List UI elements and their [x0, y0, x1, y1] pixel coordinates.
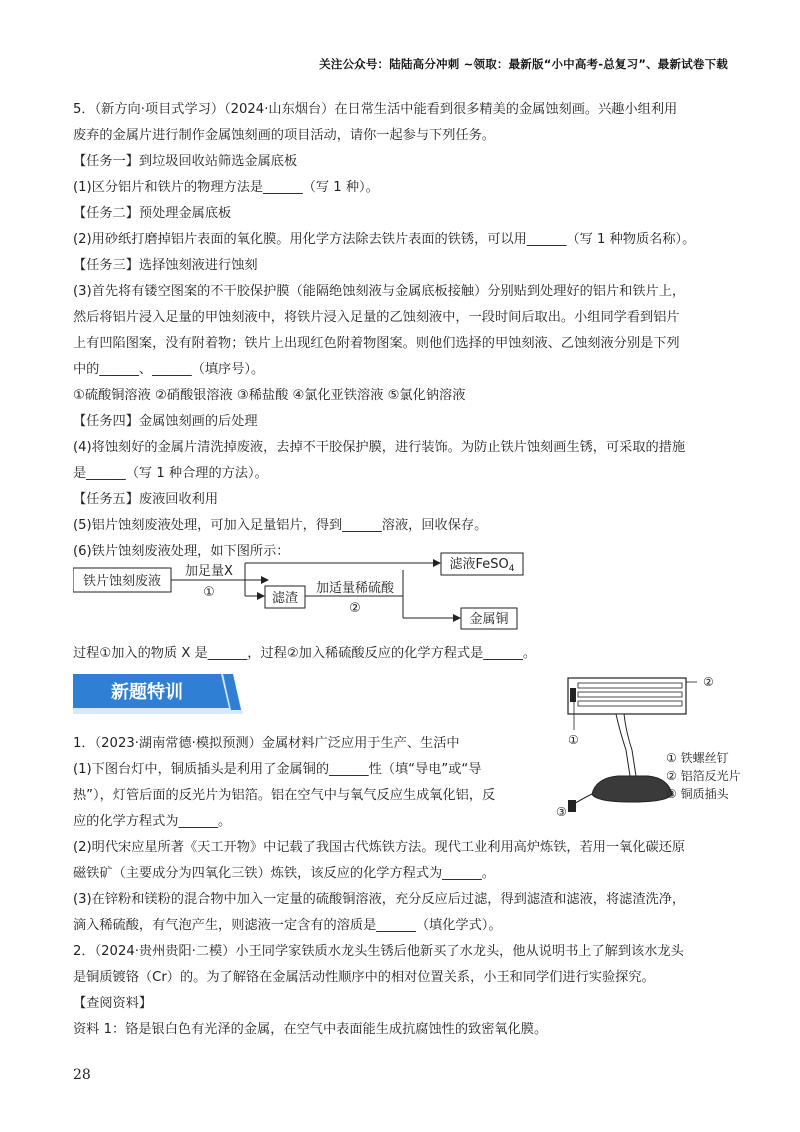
- copper-label: 金属铜: [469, 612, 509, 627]
- legend-screw: ① 铁螺丝钉: [666, 751, 729, 765]
- copper-arrow-head: [453, 614, 461, 622]
- filtrate-arrow-head: [433, 559, 441, 567]
- process-flow-diagram: [73, 548, 553, 630]
- question-3-options: ①硫酸铜溶液 ②硝酸银溶液 ③稀盐酸 ④氯化亚铁溶液 ⑤氯化钠溶液: [73, 388, 466, 403]
- question-5: (5)铝片蚀刻废液处理，可加入足量铝片，得到______溶液，回收保存。: [73, 518, 488, 533]
- new-q1-line-8: 滴入稀硫酸，有气泡产生，则滤液一定含有的溶质是______（填化学式）。: [73, 918, 502, 933]
- screw-part: [570, 688, 576, 702]
- question-4-line-2: 是______（写 1 种合理的方法）。: [73, 466, 268, 481]
- lamp-label-2: ②: [703, 675, 714, 689]
- residue-arrow-head: [257, 592, 265, 600]
- start-label: 铁片蚀刻废液: [82, 574, 162, 589]
- question-6-answer-line: 过程①加入的物质 X 是______，过程②加入稀硫酸反应的化学方程式是______。: [73, 646, 537, 661]
- question-6: (6)铁片蚀刻废液处理，如下图所示：: [73, 544, 290, 559]
- filtrate-label: 滤液FeSO$_4$: [449, 557, 515, 574]
- question-3-line-1: (3)首先将有镂空图案的不干胶保护膜（能隔绝蚀刻液与金属底板接触）分别贴到处理好的铝片和铁片上，: [73, 284, 686, 299]
- new-q2-line-2: 是铜质镀铬（Cr）的。为了解铬在金属活动性顺序中的相对位置关系，小王和同学们进行实验探究。: [73, 970, 655, 985]
- lamp-arm: [616, 714, 636, 776]
- page-header: 关注公众号：陆陆高分冲刺 ~领取：最新版“小中高考-总复习”、最新试卷下载: [319, 57, 728, 71]
- task-4-heading: 【任务四】金属蚀刻画的后处理: [73, 414, 258, 429]
- lamp-tube-3: [578, 701, 682, 706]
- new-q1-line-5: (2)明代宋应星所著《天工开物》中记载了我国古代炼铁方法。现代工业利用高炉炼铁，若用一氧化碳还原: [73, 840, 686, 855]
- lamp-label-1: ①: [568, 733, 579, 747]
- new-q1-line-3: 热”），灯管后面的反光片为铝箔。铝在空气中与氧气反应生成氧化铝，反: [73, 788, 496, 803]
- legend-reflector: ② 铝箔反光片: [666, 769, 741, 783]
- arrow-1-label: 加足量X: [185, 564, 233, 579]
- question-4-line-1: (4)将蚀刻好的金属片清洗掉废液，去掉不干胶保护膜，进行装饰。为防止铁片蚀刻画生锈，可采取的措施: [73, 440, 686, 455]
- task-1-heading: 【任务一】到垃圾回收站筛选金属底板: [73, 154, 298, 169]
- lamp-tube-1: [578, 683, 682, 688]
- task-5-heading: 【任务五】废液回收利用: [73, 492, 219, 507]
- q5-title-line-2: 废弃的金属片进行制作金属蚀刻画的项目活动，请你一起参与下列任务。: [73, 128, 495, 143]
- lamp-label-3: ③: [556, 805, 567, 819]
- new-q1-line-6: 磁铁矿（主要成分为四氧化三铁）炼铁，该反应的化学方程式为______。: [73, 866, 495, 881]
- banner-title: 新题特训: [111, 682, 183, 703]
- new-q1-line-1: 1．（2023·湖南常德·模拟预测）金属材料广泛应用于生产、生活中: [73, 736, 460, 751]
- lamp-tube-2: [578, 692, 682, 697]
- desk-lamp-figure: [556, 672, 786, 827]
- new-q1-line-2: (1)下图台灯中，铜质插头是利用了金属铜的______性（填“导电”或“导: [73, 762, 482, 777]
- arrow-1-head: [261, 576, 269, 584]
- new-q2-material-1: 资料 1：铬是银白色有光泽的金属，在空气中表面能生成抗腐蚀性的致密氧化膜。: [73, 1022, 548, 1037]
- question-3-line-3: 上有凹陷图案，没有附着物；铁片上出现红色附着物图案。则他们选择的甲蚀刻液、乙蚀刻液分别是下列: [73, 336, 680, 351]
- step-2-marker: ②: [349, 601, 361, 616]
- task-2-heading: 【任务二】预处理金属底板: [73, 206, 232, 221]
- new-q2-heading: 【查阅资料】: [73, 996, 153, 1011]
- new-q1-line-7: (3)在锌粉和镁粉的混合物中加入一定量的硫酸铜溶液，充分反应后过滤，得到滤渣和滤液，将滤渣洗净，: [73, 892, 686, 907]
- new-q1-line-4: 应的化学方程式为______。: [73, 814, 232, 829]
- legend-plug: ③ 铜质插头: [666, 787, 729, 801]
- q5-title-line-1: 5．（新方向·项目式学习）（2024·山东烟台）在日常生活中能看到很多精美的金属蚀刻画。兴趣小组利用: [73, 102, 678, 117]
- lamp-cord: [574, 794, 592, 804]
- question-3-line-4: 中的______、______（填序号）。: [73, 362, 265, 377]
- task-3-heading: 【任务三】选择蚀刻液进行蚀刻: [73, 258, 258, 273]
- plug-part: [568, 800, 576, 812]
- section-banner: [73, 674, 243, 714]
- new-q2-line-1: 2．（2024·贵州贵阳·二模）小王同学家铁质水龙头生锈后他新买了水龙头，他从说明书上了解到该水龙头: [73, 944, 684, 959]
- question-1: (1)区分铝片和铁片的物理方法是______（写 1 种）。: [73, 180, 379, 195]
- step-1-marker: ①: [203, 585, 215, 600]
- residue-label: 滤渣: [271, 591, 299, 606]
- question-2: (2)用砂纸打磨掉铝片表面的氧化膜。用化学方法除去铁片表面的铁锈，可以用______（写 1 种物质名称）。: [73, 232, 696, 247]
- lamp-base: [592, 776, 672, 802]
- arrow-2-label: 加适量稀硫酸: [315, 581, 395, 596]
- page-number: 28: [73, 1067, 91, 1083]
- question-3-line-2: 然后将铝片浸入足量的甲蚀刻液中，将铁片浸入足量的乙蚀刻液中，一段时间后取出。小组同学看到铝片: [73, 310, 680, 325]
